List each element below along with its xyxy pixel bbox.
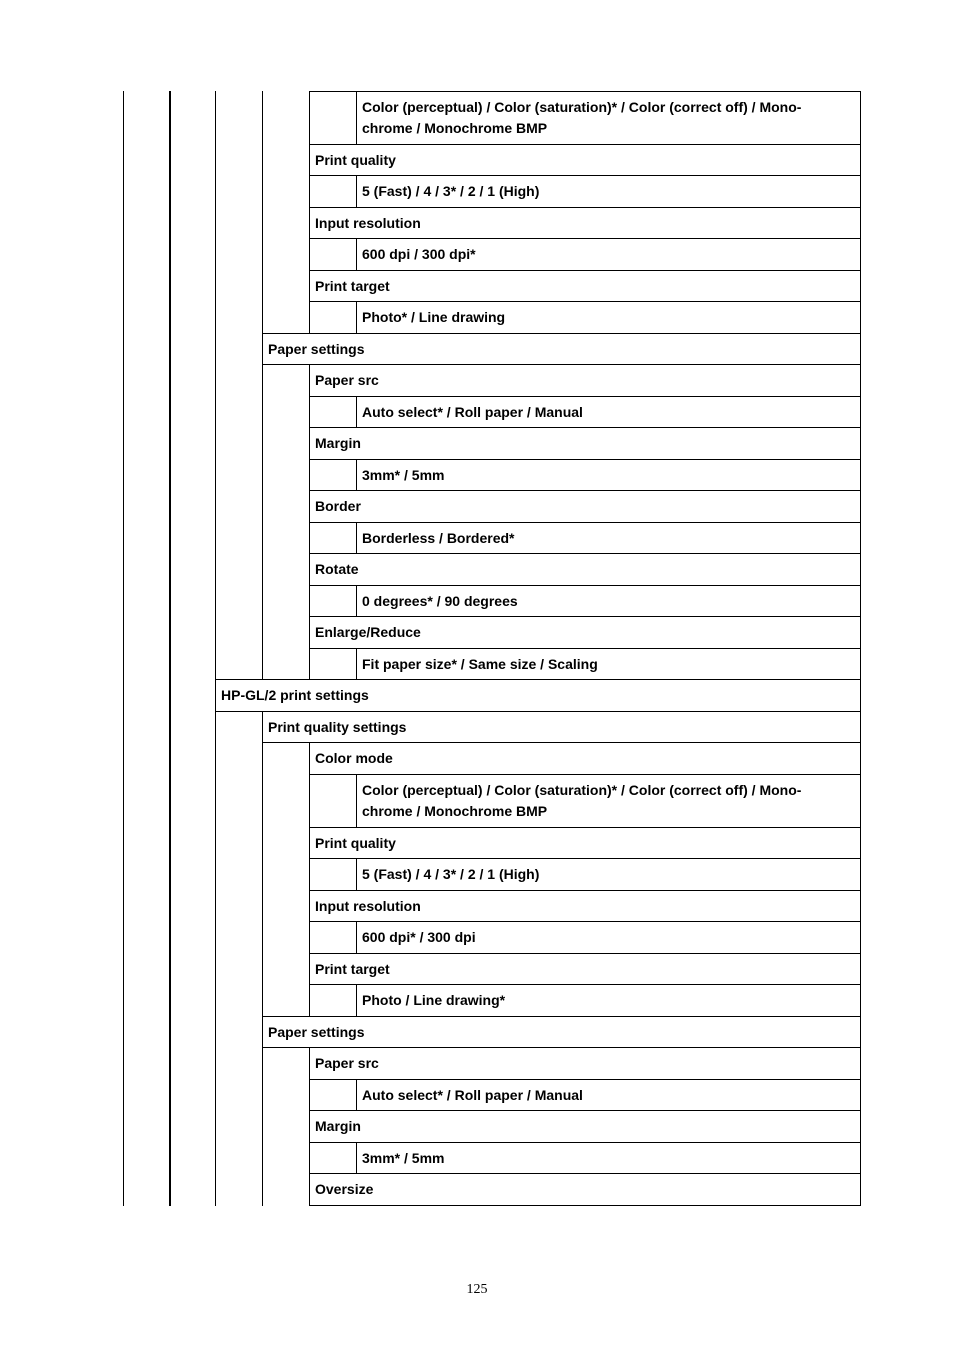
page-number: 125	[466, 1282, 488, 1297]
indent-cell	[309, 984, 357, 1017]
heading-text: Border	[315, 498, 361, 514]
item-heading-row	[309, 827, 861, 859]
group-heading-row	[262, 1016, 861, 1048]
heading-text: Input resolution	[315, 214, 421, 231]
item-heading-row	[309, 144, 861, 176]
heading-text: Margin	[315, 435, 361, 451]
heading-text: HP-GL/2 print settings	[221, 687, 369, 703]
item-heading-row	[309, 1173, 861, 1206]
item-heading-row	[309, 553, 861, 586]
indent-cell	[309, 1142, 357, 1174]
setting-options-row	[356, 91, 861, 145]
heading-text: Rotate	[315, 561, 359, 577]
heading-text: Print target	[315, 960, 390, 977]
item-heading-row	[309, 742, 861, 775]
options-text: Auto select* / Roll paper / Manual	[362, 1086, 583, 1103]
options-text: 5 (Fast) / 4 / 3* / 2 / 1 (High)	[362, 866, 540, 882]
options-text: Photo* / Line drawing	[362, 309, 506, 325]
tree-line-level-3	[215, 91, 216, 1206]
heading-text: Print quality	[315, 834, 396, 851]
setting-options-row	[356, 858, 861, 891]
setting-options-row	[356, 238, 861, 271]
indent-cell	[309, 774, 357, 828]
setting-options-row	[356, 301, 861, 334]
options-text: Borderless / Bordered*	[362, 529, 515, 546]
setting-options-row	[356, 984, 861, 1017]
options-text: 5 (Fast) / 4 / 3* / 2 / 1 (High)	[362, 183, 540, 199]
item-heading-row	[309, 1047, 861, 1080]
indent-cell	[309, 459, 357, 491]
heading-text: Oversize	[315, 1181, 374, 1197]
indent-cell	[309, 858, 357, 891]
item-heading-row	[309, 1110, 861, 1143]
tree-line-level-4	[262, 91, 263, 681]
indent-cell	[309, 585, 357, 617]
group-heading-row	[262, 711, 861, 743]
heading-text: Print quality	[315, 151, 396, 168]
setting-options-row	[356, 585, 861, 617]
indent-cell	[309, 921, 357, 954]
setting-options-row	[356, 648, 861, 680]
indent-cell	[309, 175, 357, 208]
options-text: Color (perceptual) / Color (saturation)* / Color (correct off) / Mono- chrome / Monochrome BMP	[362, 782, 802, 819]
item-heading-row	[309, 890, 861, 922]
indent-cell	[309, 1079, 357, 1111]
heading-text: Print quality settings	[268, 718, 407, 735]
setting-options-row	[356, 522, 861, 554]
item-heading-row	[309, 490, 861, 523]
tree-line-level-4b	[262, 711, 263, 1206]
options-text: 3mm* / 5mm	[362, 1149, 445, 1166]
group-heading-row	[262, 333, 861, 365]
tree-line-level-2	[169, 91, 171, 1206]
section-heading-row	[215, 679, 861, 712]
item-heading-row	[309, 207, 861, 239]
heading-text: Paper src	[315, 1055, 379, 1071]
options-text: 3mm* / 5mm	[362, 466, 445, 483]
setting-options-row	[356, 921, 861, 954]
setting-options-row	[356, 774, 861, 828]
heading-text: Paper settings	[268, 340, 365, 357]
setting-options-row	[356, 175, 861, 208]
heading-text: Paper settings	[268, 1023, 365, 1040]
setting-options-row	[356, 459, 861, 491]
heading-text: Paper src	[315, 372, 379, 388]
tree-line-level-1	[123, 91, 124, 1206]
item-heading-row	[309, 270, 861, 302]
options-text: Photo / Line drawing*	[362, 992, 506, 1008]
item-heading-row	[309, 953, 861, 985]
heading-text: Print target	[315, 277, 390, 294]
indent-cell	[309, 396, 357, 428]
indent-cell	[309, 301, 357, 334]
setting-options-row	[356, 1142, 861, 1174]
indent-cell	[309, 91, 357, 145]
setting-options-row	[356, 1079, 861, 1111]
heading-text: Enlarge/Reduce	[315, 624, 421, 640]
options-text: Fit paper size* / Same size / Scaling	[362, 655, 598, 672]
heading-text: Margin	[315, 1118, 361, 1134]
item-heading-row	[309, 364, 861, 397]
indent-cell	[309, 238, 357, 271]
heading-text: Input resolution	[315, 897, 421, 914]
options-text: 600 dpi / 300 dpi*	[362, 246, 476, 262]
options-text: 0 degrees* / 90 degrees	[362, 592, 518, 609]
indent-cell	[309, 522, 357, 554]
item-heading-row	[309, 616, 861, 649]
options-text: Color (perceptual) / Color (saturation)* / Color (correct off) / Mono- chrome / Monochrome BMP	[362, 99, 802, 136]
item-heading-row	[309, 427, 861, 460]
options-text: Auto select* / Roll paper / Manual	[362, 403, 583, 420]
heading-text: Color mode	[315, 750, 393, 766]
options-text: 600 dpi* / 300 dpi	[362, 929, 476, 945]
indent-cell	[309, 648, 357, 680]
setting-options-row	[356, 396, 861, 428]
